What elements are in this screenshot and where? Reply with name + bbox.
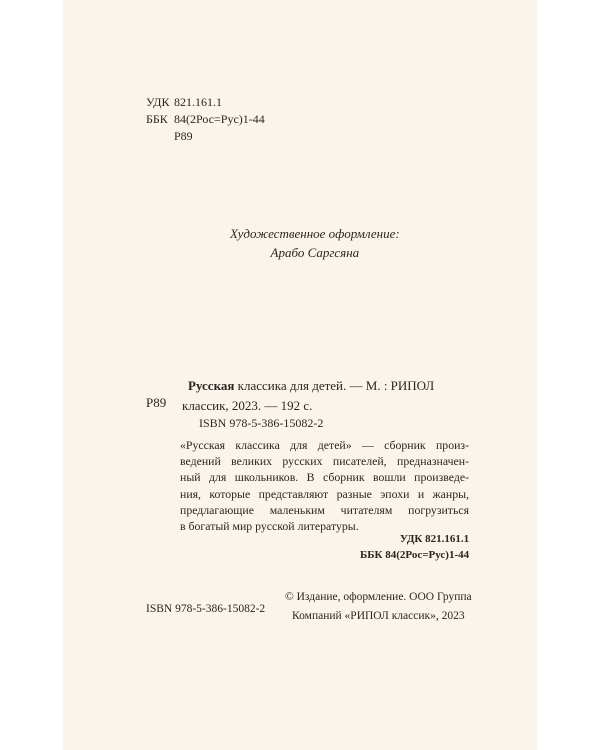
annotation-line: в богатый мир русской литературы.	[180, 519, 359, 534]
annotation	[180, 437, 469, 534]
isbn: ISBN 978-5-386-15082-2	[146, 603, 266, 615]
bbk-value: 84(2Рос=Рус)1-44	[174, 112, 265, 126]
card-isbn: ISBN 978-5-386-15082-2	[199, 416, 324, 430]
author-mark-row	[146, 128, 265, 145]
udk-value: 821.161.1	[174, 95, 222, 109]
title-lead: Русская	[188, 378, 235, 393]
udk-label: УДК	[146, 95, 170, 109]
art-design-label: Художественное оформление:	[230, 226, 400, 241]
bibliographic-line-2: классик, 2023. — 192 с.	[182, 398, 313, 413]
annotation-line: предлагающие маленьким читателям погрузиться	[180, 502, 469, 517]
book-page	[63, 0, 537, 750]
udk-row	[146, 94, 265, 111]
bibliographic-record	[182, 376, 435, 416]
author-mark: Р89	[174, 129, 193, 143]
classification-codes	[146, 94, 265, 145]
card-author-mark: Р89	[146, 395, 167, 410]
bbk-row	[146, 111, 265, 128]
card-bbk: ББК 84(2Рос=Рус)1-44	[360, 549, 470, 561]
copyright-line-1: © Издание, оформление. ООО Группа	[285, 591, 472, 603]
copyright-line-2: Компаний «РИПОЛ классик», 2023	[292, 610, 465, 622]
annotation-line: ния, которые представляют разные эпохи и жанры,	[180, 486, 469, 501]
card-udk: УДК 821.161.1	[399, 533, 470, 545]
annotation-line: «Русская классика для детей» — сборник произ-	[180, 438, 469, 452]
card-classification	[360, 531, 469, 563]
bbk-label: ББК	[146, 112, 168, 126]
art-design-name: Арабо Саргсяна	[270, 245, 360, 260]
art-design-credit	[230, 224, 400, 262]
annotation-line: ведений великих русских писателей, предназначен-	[180, 454, 469, 469]
title-rest: классика для детей. — М. : РИПОЛ	[234, 378, 435, 393]
bibliographic-line-1	[188, 376, 434, 396]
copyright-notice	[285, 588, 472, 626]
annotation-line: ный для школьников. В сборник вошли произведе-	[180, 470, 469, 485]
